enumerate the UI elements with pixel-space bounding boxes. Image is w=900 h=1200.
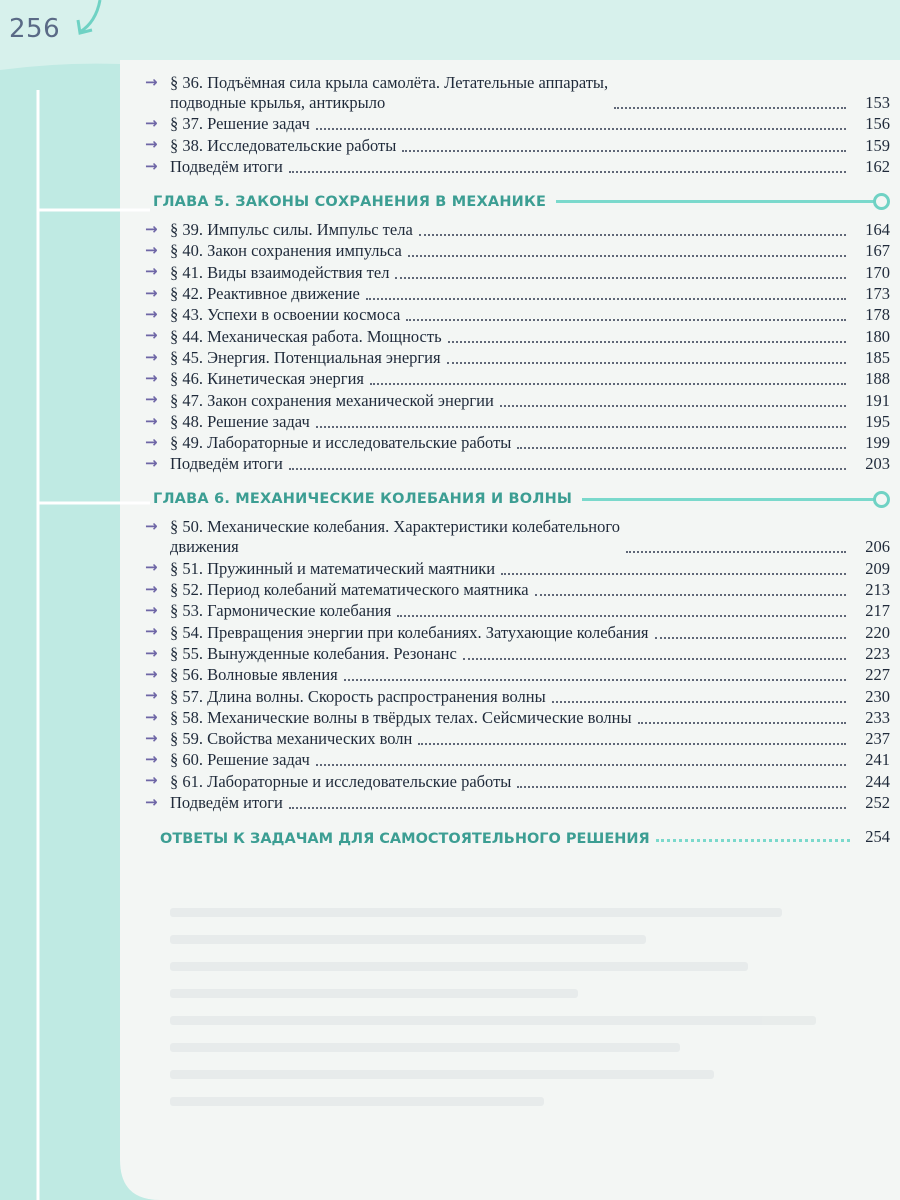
arrow-right-icon: → [145,622,158,641]
toc-entry[interactable] [145,113,890,134]
leader-dots [517,786,846,788]
toc-entry-page: 220 [865,622,890,642]
toc-entry-title: § 40. Закон сохранения импульса [170,241,402,261]
leader-dots [535,594,846,596]
toc-entry[interactable] [145,685,890,706]
leader-dots [500,405,846,407]
leader-dots [638,722,846,724]
toc-entry-page: 206 [865,537,890,557]
toc-entry[interactable] [145,707,890,728]
leader-dots [517,447,846,449]
toc-entry-page: 209 [865,558,890,578]
chapter-title: ГЛАВА 5. ЗАКОНЫ СОХРАНЕНИЯ В МЕХАНИКЕ [153,193,547,210]
toc-entry-page: 244 [865,771,890,791]
arrow-right-icon: → [145,792,158,811]
leader-dots [344,679,846,681]
toc-entry-title: § 51. Пружинный и математический маятники [170,558,496,578]
toc-entry-title: § 58. Механические волны в твёрдых телах. Сейсмические волны [170,707,632,727]
toc-entry-page: 233 [865,707,890,727]
toc-entry-title: § 39. Импульс силы. Импульс тела [170,220,413,240]
chapter-6-heading[interactable] [153,482,890,516]
toc-entry-page: 223 [865,643,890,663]
answers-title: ОТВЕТЫ К ЗАДАЧАМ ДЛЯ САМОСТОЯТЕЛЬНОГО РЕШЕНИЯ [160,831,650,848]
toc-entry-title: Подведём итоги [170,156,283,176]
toc-entry-title: § 45. Энергия. Потенциальная энергия [170,347,441,367]
leader-dots [463,658,846,660]
page-number: 256 [9,14,61,44]
leader-dots [656,839,850,842]
toc-entry[interactable] [145,368,890,389]
answers-page: 254 [865,827,890,847]
toc-entry-title: Подведём итоги [170,793,283,813]
toc-entry-page: 237 [865,729,890,749]
arrow-right-icon: → [145,347,158,366]
toc-entry-title: § 54. Превращения энергии при колебаниях. Затухающие колебания [170,622,649,642]
toc-entry-title: § 41. Виды взаимодействия тел [170,262,390,282]
toc-entry-page: 203 [865,454,890,474]
toc-entry-title-line2: подводные крылья, антикрыло [170,93,386,112]
toc-entry-page: 173 [865,284,890,304]
arrow-right-icon: → [145,114,158,132]
toc-entry[interactable] [145,304,890,325]
arrow-right-icon: → [145,326,158,345]
toc-entry-title: Подведём итоги [170,454,283,474]
circle-icon [873,491,890,508]
toc-entry-title: § 60. Решение задач [170,750,310,770]
toc-entry[interactable] [145,72,890,113]
toc-entry-title: § 55. Вынужденные колебания. Резонанс [170,643,457,663]
arrow-right-icon: → [145,664,158,683]
toc-entry[interactable] [145,411,890,432]
leader-dots [448,341,846,343]
toc-entry-title: § 47. Закон сохранения механической энергии [170,390,494,410]
arrow-right-icon: → [145,432,158,451]
toc-entry[interactable] [145,792,890,813]
arrow-right-icon: → [145,241,158,260]
leader-dots [552,701,846,703]
toc-entry-page: 213 [865,580,890,600]
toc-entry-title: § 56. Волновые явления [170,665,338,685]
toc-entry[interactable] [145,643,890,664]
toc-entry[interactable] [145,728,890,749]
toc-entry[interactable] [145,453,890,474]
toc-entry[interactable] [145,347,890,368]
toc-entry-page: 199 [865,433,890,453]
arrow-right-icon: → [145,262,158,281]
toc-entry[interactable] [145,156,890,177]
toc-entry[interactable] [145,134,890,155]
toc-entry-page: 162 [865,156,890,176]
toc-entry-title: § 59. Свойства механических волн [170,729,413,749]
toc-entry-title: § 50. Механические колебания. Характеристики колебательного [170,517,620,537]
arrow-right-icon: → [145,558,158,577]
leader-dots [397,615,846,617]
arrow-right-icon: → [145,368,158,387]
chapter-title: ГЛАВА 6. МЕХАНИЧЕСКИЕ КОЛЕБАНИЯ И ВОЛНЫ [153,491,573,508]
toc-entry[interactable] [145,261,890,282]
toc-entry-title: § 37. Решение задач [170,114,310,134]
toc-entry-page: 252 [865,793,890,813]
toc-entry-title: § 43. Успехи в освоении космоса [170,305,401,325]
answers-entry[interactable] [160,827,890,847]
arrow-right-icon: → [145,411,158,430]
leader-dots [289,468,846,470]
toc-entry-page: 178 [865,305,890,325]
toc-entry[interactable] [145,240,890,261]
leader-dots [366,298,846,300]
toc-entry-page: 185 [865,347,890,367]
arrow-right-icon: → [145,771,158,790]
arrow-right-icon: → [145,305,158,324]
leader-dots [289,807,846,809]
toc-entry-page: 227 [865,665,890,685]
toc-section-continued [145,72,890,177]
leader-dots [402,150,846,152]
leader-dots [316,128,846,130]
toc-entry-page: 159 [865,135,890,155]
leader-dots [655,637,847,639]
leader-dots [289,171,846,173]
toc-entry[interactable] [145,621,890,642]
arrow-right-icon: → [145,390,158,409]
toc-entry[interactable] [145,219,890,240]
arrow-right-icon: → [145,728,158,747]
leader-dots [418,743,846,745]
arrow-right-icon: → [145,73,158,91]
leader-dots [419,234,846,236]
leader-dots [316,764,846,766]
toc-entry[interactable] [145,325,890,346]
toc-entry-title: § 52. Период колебаний математического маятника [170,580,529,600]
arrow-right-icon: → [145,135,158,154]
toc-entry-page: 180 [865,326,890,346]
toc-entry-page: 153 [865,93,890,112]
toc-entry-page: 156 [865,114,890,134]
arrow-right-icon: → [145,156,158,175]
toc-entry-title: § 57. Длина волны. Скорость распространения волны [170,686,546,706]
arrow-right-icon: → [145,750,158,769]
toc-entry-page: 188 [865,369,890,389]
toc-entry-page: 230 [865,686,890,706]
toc-entry[interactable] [145,770,890,791]
toc-entry[interactable] [145,516,890,557]
toc-entry-page: 195 [865,411,890,431]
arrow-right-icon: → [145,686,158,705]
leader-dots [501,573,846,575]
leader-dots [614,107,846,109]
toc-entry-page: 167 [865,241,890,261]
arrow-right-icon: → [145,219,158,238]
toc-entry[interactable] [145,600,890,621]
toc-entry-title: § 61. Лабораторные и исследовательские работы [170,771,512,791]
faded-bleedthrough [170,890,850,1150]
toc-entry[interactable] [145,283,890,304]
arrow-right-icon: → [145,601,158,620]
toc-entry-page: 170 [865,262,890,282]
chapter-5-heading[interactable] [153,185,890,219]
arrow-right-icon: → [145,707,158,726]
toc-entry-title: § 38. Исследовательские работы [170,135,397,155]
toc-entry-title: § 49. Лабораторные и исследовательские работы [170,433,512,453]
toc-entry-title: § 42. Реактивное движение [170,284,360,304]
toc-entry[interactable] [145,664,890,685]
chapter-5-entries [145,219,890,475]
toc-entry-title: § 36. Подъёмная сила крыла самолёта. Летательные аппараты, [170,73,609,92]
arrow-right-icon: → [145,517,158,536]
toc-entry[interactable] [145,557,890,578]
leader-dots [406,319,846,321]
toc-entry-title-line2: движения [170,537,239,557]
toc-entry-page: 241 [865,750,890,770]
chapter-rule [556,200,875,203]
toc-entry-title: § 46. Кинетическая энергия [170,369,364,389]
toc-entry-title: § 53. Гармонические колебания [170,601,392,621]
arrow-right-icon: → [145,454,158,473]
circle-icon [873,193,890,210]
toc-entry[interactable] [145,579,890,600]
toc-entry-page: 191 [865,390,890,410]
arrow-right-icon: → [145,283,158,302]
leader-dots [626,551,846,553]
toc-entry[interactable] [145,432,890,453]
toc-entry-page: 217 [865,601,890,621]
leader-dots [408,255,846,257]
arrow-right-icon: → [145,579,158,598]
toc-entry[interactable] [145,389,890,410]
chapter-rule [582,498,875,501]
toc-entry-page: 164 [865,220,890,240]
chapter-6-entries [145,516,890,813]
toc-entry-title: § 48. Решение задач [170,411,310,431]
table-of-contents [145,72,890,847]
leader-dots [395,277,846,279]
arrow-right-icon: → [145,643,158,662]
toc-entry[interactable] [145,749,890,770]
leader-dots [316,426,846,428]
leader-dots [447,362,846,364]
toc-entry-title: § 44. Механическая работа. Мощность [170,326,442,346]
leader-dots [370,383,846,385]
